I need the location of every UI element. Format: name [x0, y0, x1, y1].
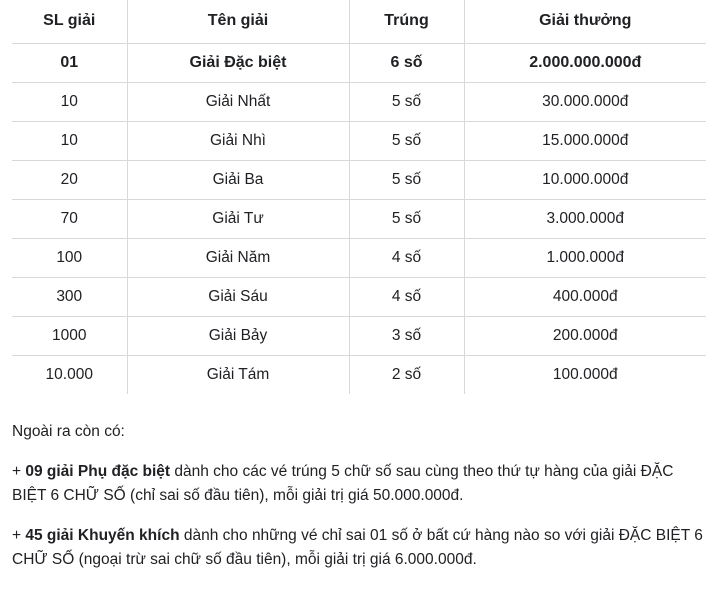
table-body: [12, 43, 706, 394]
cell-prize-value: 3.000.000đ: [464, 199, 706, 238]
cell-prize-name: Giải Nhì: [127, 121, 349, 160]
table-header: [12, 0, 706, 43]
table-row: [12, 277, 706, 316]
table-row: [12, 238, 706, 277]
cell-prize-name: Giải Ba: [127, 160, 349, 199]
cell-prize-name: Giải Bảy: [127, 316, 349, 355]
cell-quantity: 100: [12, 238, 127, 277]
cell-prize-value: 10.000.000đ: [464, 160, 706, 199]
table-row: [12, 316, 706, 355]
cell-match: 2 số: [349, 355, 464, 394]
cell-match: 4 số: [349, 238, 464, 277]
notes-section: [12, 420, 708, 572]
cell-match: 6 số: [349, 43, 464, 82]
column-header-prize-name: Tên giải: [127, 0, 349, 43]
prize-table: [12, 0, 706, 394]
cell-prize-value: 200.000đ: [464, 316, 706, 355]
cell-prize-value: 15.000.000đ: [464, 121, 706, 160]
cell-quantity: 300: [12, 277, 127, 316]
cell-match: 5 số: [349, 121, 464, 160]
cell-prize-name: Giải Năm: [127, 238, 349, 277]
table-row: [12, 160, 706, 199]
cell-prize-name: Giải Sáu: [127, 277, 349, 316]
note1-prefix: +: [12, 463, 26, 481]
cell-prize-value: 2.000.000.000đ: [464, 43, 706, 82]
column-header-match: Trúng: [349, 0, 464, 43]
cell-match: 5 số: [349, 82, 464, 121]
cell-quantity: 70: [12, 199, 127, 238]
note2-prefix: +: [12, 527, 26, 545]
cell-quantity: 10: [12, 121, 127, 160]
cell-match: 5 số: [349, 199, 464, 238]
cell-quantity: 10: [12, 82, 127, 121]
cell-prize-value: 30.000.000đ: [464, 82, 706, 121]
note-consolation: [12, 524, 708, 572]
table-header-row: [12, 0, 706, 43]
cell-prize-value: 100.000đ: [464, 355, 706, 394]
table-row: [12, 121, 706, 160]
cell-quantity: 1000: [12, 316, 127, 355]
cell-match: 5 số: [349, 160, 464, 199]
cell-match: 4 số: [349, 277, 464, 316]
cell-prize-value: 1.000.000đ: [464, 238, 706, 277]
cell-quantity: 01: [12, 43, 127, 82]
table-row: [12, 43, 706, 82]
cell-quantity: 10.000: [12, 355, 127, 394]
cell-prize-name: Giải Tư: [127, 199, 349, 238]
note-special-extra: [12, 460, 708, 508]
cell-prize-name: Giải Nhất: [127, 82, 349, 121]
table-row: [12, 355, 706, 394]
cell-prize-name: Giải Đặc biệt: [127, 43, 349, 82]
column-header-quantity: SL giải: [12, 0, 127, 43]
table-row: [12, 82, 706, 121]
note1-bold: 09 giải Phụ đặc biệt: [25, 463, 171, 481]
notes-intro: Ngoài ra còn có:: [12, 423, 125, 440]
table-row: [12, 199, 706, 238]
cell-quantity: 20: [12, 160, 127, 199]
column-header-prize-value: Giải thưởng: [464, 0, 706, 43]
note1-rest: dành cho các vé trúng 5 chữ số sau cùng theo thứ tự hàng của giải ĐẶC BIỆT 6 CHỮ SỐ (chỉ sai số đầu tiên), mỗi giải trị giá 50.000.000đ.: [12, 463, 674, 505]
cell-match: 3 số: [349, 316, 464, 355]
note2-rest: dành cho những vé chỉ sai 01 số ở bất cứ hàng nào so với giải ĐẶC BIỆT 6 CHỮ SỐ (ngoại trừ sai chữ số đầu tiên), mỗi giải trị giá 6.000.000đ.: [12, 527, 703, 569]
cell-prize-name: Giải Tám: [127, 355, 349, 394]
note2-bold: 45 giải Khuyến khích: [25, 527, 180, 545]
cell-prize-value: 400.000đ: [464, 277, 706, 316]
